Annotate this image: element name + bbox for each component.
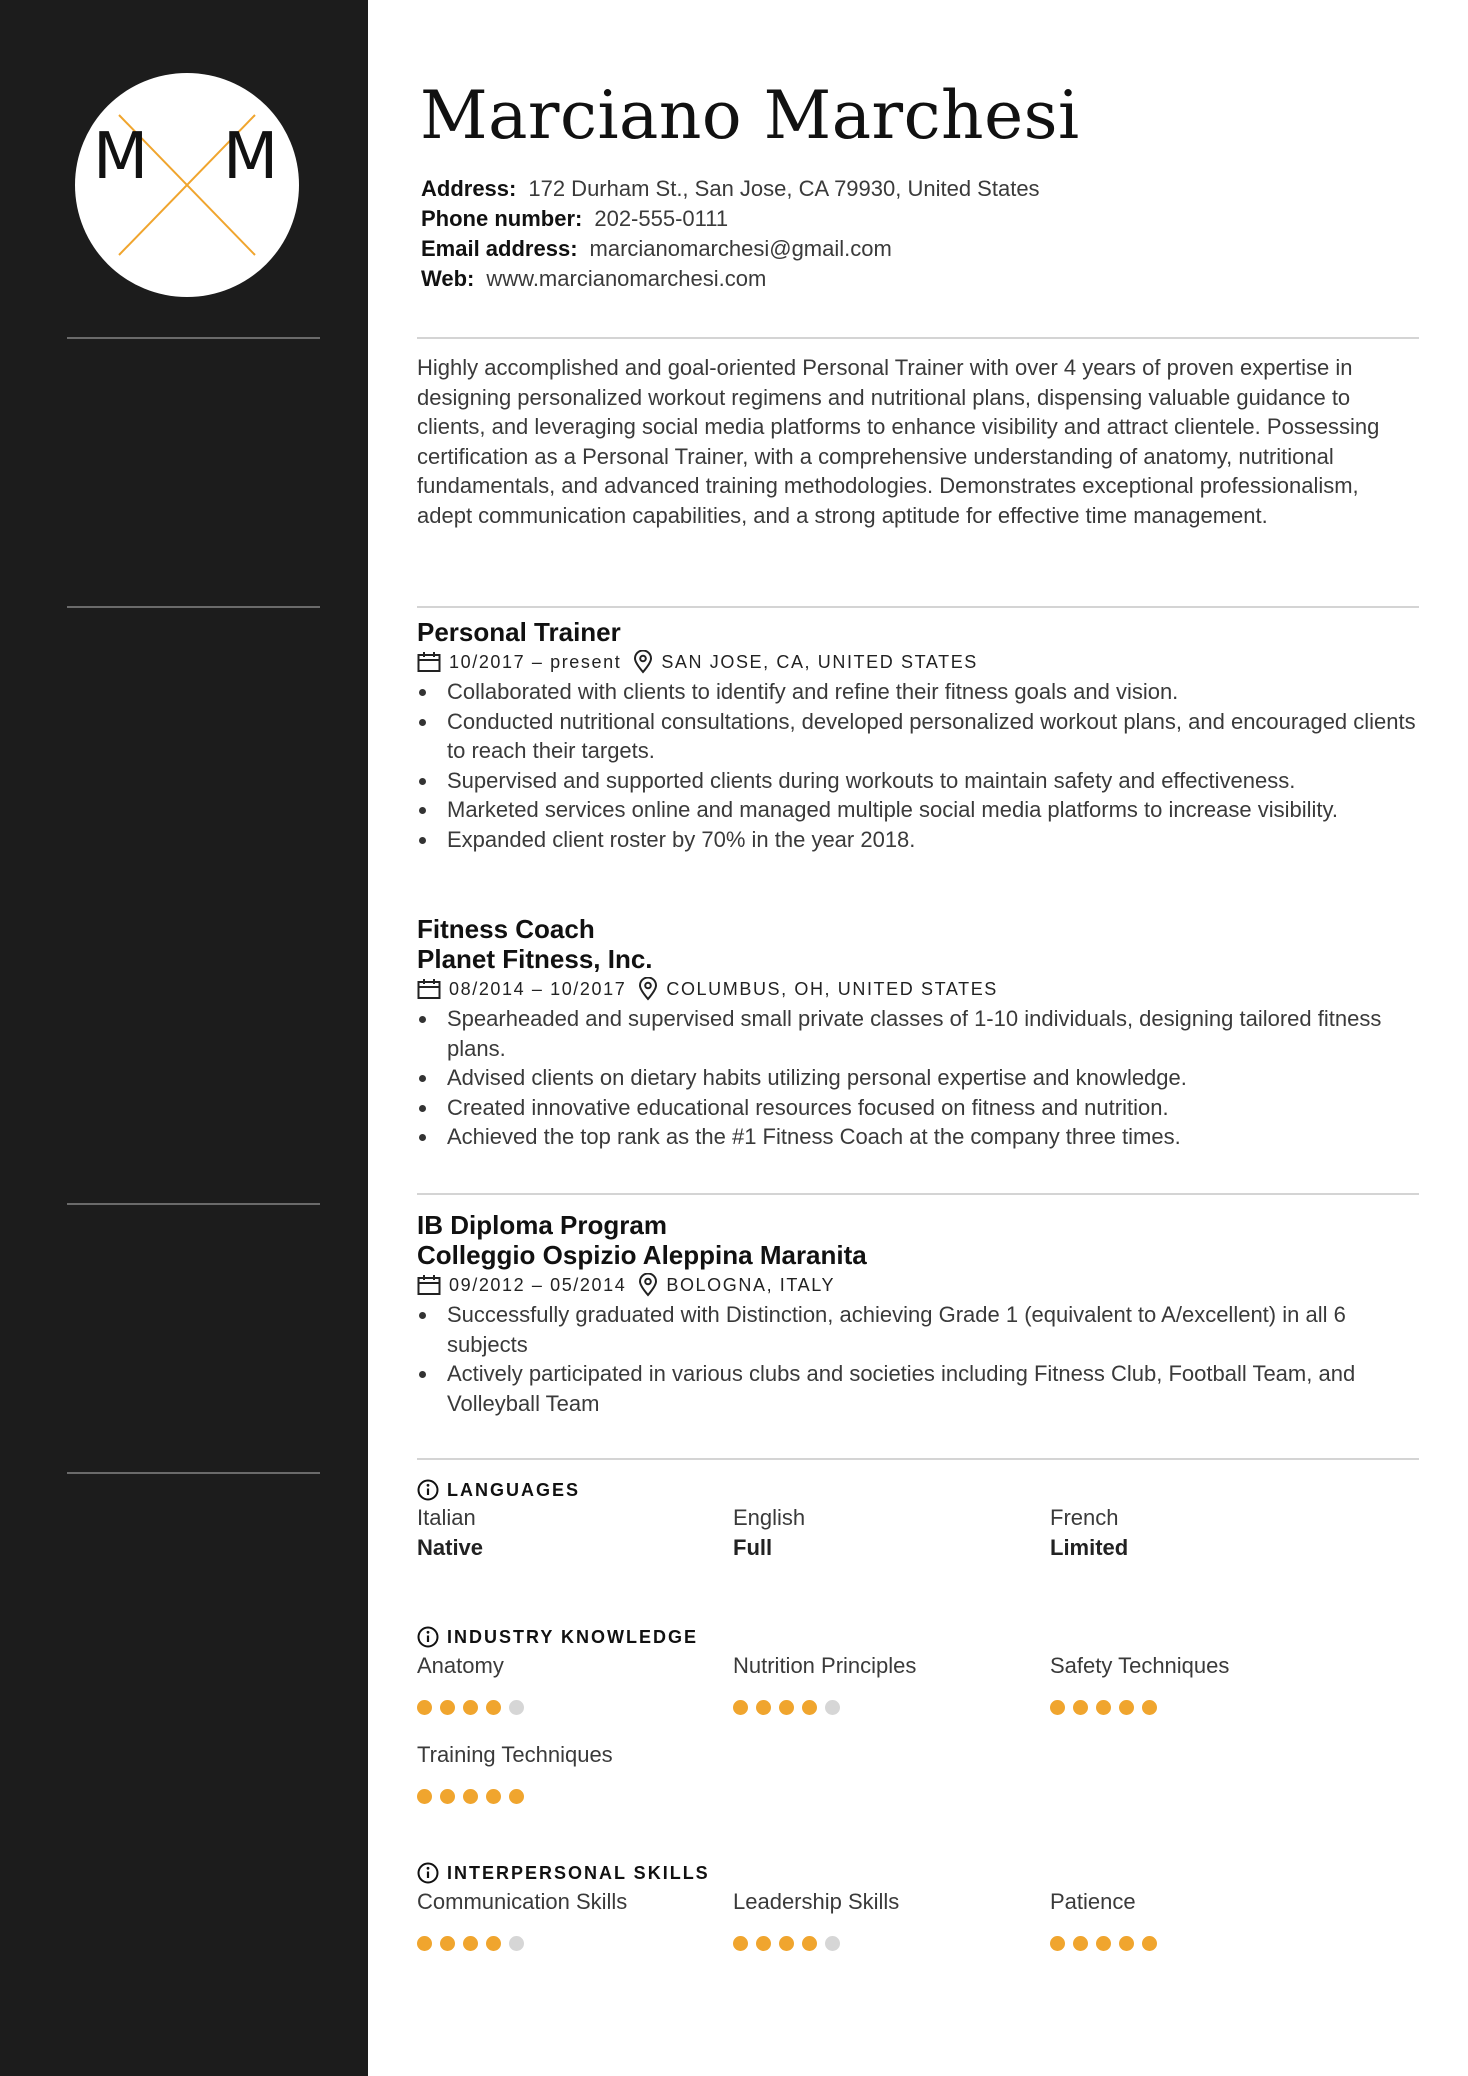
list-item: Spearheaded and supervised small private classes of 1-10 individuals, designing tailored fitness plans. (417, 1004, 1417, 1063)
rating-dot-filled (1142, 1936, 1157, 1951)
rating-dot-filled (756, 1936, 771, 1951)
monogram-logo (75, 73, 299, 297)
skill-heading-interpersonal: INTERPERSONAL SKILLS (417, 1858, 710, 1888)
skill-rating (733, 1936, 840, 1951)
rating-dot-empty (509, 1936, 524, 1951)
contact-email: Email address: marcianomarchesi@gmail.com (421, 236, 892, 261)
location-pin-icon (638, 977, 658, 1001)
rating-dot-filled (417, 1700, 432, 1715)
job-title: Personal Trainer (417, 617, 621, 647)
skill-rating (1050, 1936, 1157, 1951)
rating-dot-filled (417, 1789, 432, 1804)
job-bullets (417, 1004, 1417, 1152)
bullet-dot (419, 1312, 426, 1319)
skill-rating (1050, 1700, 1157, 1715)
skill-name: Leadership Skills (733, 1889, 900, 1914)
rating-dot-empty (509, 1700, 524, 1715)
monogram-letter-left: M (93, 120, 149, 194)
monogram-letter-right: M (223, 120, 279, 194)
education-bullets (417, 1300, 1417, 1418)
language-item: Italian Native (417, 1505, 484, 1560)
rating-dot-filled (463, 1789, 478, 1804)
job-location: COLUMBUS, OH, UNITED STATES (666, 979, 998, 999)
list-item: Advised clients on dietary habits utilizing personal expertise and knowledge. (417, 1063, 1417, 1093)
location-pin-icon (633, 650, 653, 674)
calendar-icon (417, 651, 441, 673)
skill-heading-industry: INDUSTRY KNOWLEDGE (417, 1622, 698, 1652)
list-item: Collaborated with clients to identify and refine their fitness goals and vision. (417, 677, 1417, 707)
education-dates: 09/2012 – 05/2014 (449, 1275, 627, 1295)
sidebar-divider (67, 606, 320, 608)
sidebar-divider (67, 1472, 320, 1474)
main-divider (417, 1458, 1419, 1460)
skill-rating (733, 1700, 840, 1715)
skill-name: Safety Techniques (1050, 1653, 1230, 1678)
education-program: IB Diploma Program (417, 1210, 667, 1240)
calendar-icon (417, 1274, 441, 1296)
rating-dot-filled (1096, 1700, 1111, 1715)
bullet-dot (419, 1134, 426, 1141)
education-location: BOLOGNA, ITALY (666, 1275, 836, 1295)
job-title: Fitness Coach (417, 914, 595, 944)
rating-dot-filled (1119, 1936, 1134, 1951)
sidebar (0, 0, 368, 2076)
rating-dot-filled (779, 1700, 794, 1715)
rating-dot-filled (779, 1936, 794, 1951)
rating-dot-filled (440, 1936, 455, 1951)
rating-dot-filled (802, 1700, 817, 1715)
contact-block (421, 174, 1040, 294)
rating-dot-filled (486, 1700, 501, 1715)
skill-rating (417, 1789, 524, 1804)
skill-heading-languages: LANGUAGES (417, 1475, 580, 1505)
job-company: Planet Fitness, Inc. (417, 944, 653, 974)
bullet-dot (419, 1371, 426, 1378)
rating-dot-filled (463, 1936, 478, 1951)
contact-web: Web: www.marcianomarchesi.com (421, 266, 767, 291)
list-item: Achieved the top rank as the #1 Fitness Coach at the company three times. (417, 1122, 1417, 1152)
rating-dot-filled (1050, 1936, 1065, 1951)
job-location: SAN JOSE, CA, UNITED STATES (661, 652, 978, 672)
list-item: Actively participated in various clubs and societies including Fitness Club, Football Team, and Volleyball Team (417, 1359, 1417, 1418)
rating-dot-filled (1073, 1936, 1088, 1951)
bullet-dot (419, 1016, 426, 1023)
skill-name: Nutrition Principles (733, 1653, 917, 1678)
rating-dot-filled (1073, 1700, 1088, 1715)
skill-name: Communication Skills (417, 1889, 628, 1914)
rating-dot-filled (440, 1789, 455, 1804)
info-icon (417, 1479, 439, 1501)
rating-dot-filled (756, 1700, 771, 1715)
bullet-dot (419, 778, 426, 785)
main-divider (417, 606, 1419, 608)
main-divider (417, 1193, 1419, 1195)
contact-address: Address: 172 Durham St., San Jose, CA 79930, United States (421, 176, 1040, 201)
experience-entry (417, 914, 1417, 1152)
list-item: Conducted nutritional consultations, developed personalized workout plans, and encouraged clients to reach their targets. (417, 707, 1417, 766)
main-divider (417, 337, 1419, 339)
experience-entry (417, 617, 1417, 855)
info-icon (417, 1862, 439, 1884)
sidebar-divider (67, 1203, 320, 1205)
rating-dot-filled (1142, 1700, 1157, 1715)
rating-dot-filled (1096, 1936, 1111, 1951)
language-item: French Limited (1050, 1505, 1129, 1560)
rating-dot-filled (486, 1936, 501, 1951)
rating-dot-filled (417, 1936, 432, 1951)
rating-dot-filled (1050, 1700, 1065, 1715)
bullet-dot (419, 1105, 426, 1112)
bullet-dot (419, 689, 426, 696)
bullet-dot (419, 807, 426, 814)
skill-rating (417, 1700, 524, 1715)
education-school: Colleggio Ospizio Aleppina Maranita (417, 1240, 867, 1270)
list-item: Successfully graduated with Distinction, achieving Grade 1 (equivalent to A/excellent) in all 6 subjects (417, 1300, 1417, 1359)
skill-name: Anatomy (417, 1653, 504, 1678)
skill-name: Patience (1050, 1889, 1136, 1914)
skill-name: Training Techniques (417, 1742, 613, 1767)
rating-dot-filled (733, 1936, 748, 1951)
list-item: Supervised and supported clients during workouts to maintain safety and effectiveness. (417, 766, 1417, 796)
job-dates: 08/2014 – 10/2017 (449, 979, 627, 999)
rating-dot-filled (802, 1936, 817, 1951)
bullet-dot (419, 837, 426, 844)
rating-dot-empty (825, 1936, 840, 1951)
location-pin-icon (638, 1273, 658, 1297)
bullet-dot (419, 1075, 426, 1082)
job-meta (417, 974, 1417, 1004)
bullet-dot (419, 719, 426, 726)
rating-dot-empty (825, 1700, 840, 1715)
skill-rating (417, 1936, 524, 1951)
rating-dot-filled (440, 1700, 455, 1715)
sidebar-divider (67, 337, 320, 339)
rating-dot-filled (486, 1789, 501, 1804)
rating-dot-filled (1119, 1700, 1134, 1715)
language-item: English Full (733, 1505, 806, 1560)
list-item: Marketed services online and managed multiple social media platforms to increase visibility. (417, 795, 1417, 825)
info-icon (417, 1626, 439, 1648)
education-meta (417, 1270, 1417, 1300)
education-entry (417, 1210, 1417, 1418)
candidate-name: Marciano Marchesi (420, 77, 1080, 154)
rating-dot-filled (463, 1700, 478, 1715)
job-dates: 10/2017 – present (449, 652, 622, 672)
calendar-icon (417, 978, 441, 1000)
list-item: Created innovative educational resources focused on fitness and nutrition. (417, 1093, 1417, 1123)
contact-phone: Phone number: 202-555-0111 (421, 206, 729, 231)
profile-summary: Highly accomplished and goal-oriented Personal Trainer with over 4 years of proven expertise in designing personalized workout regimens and nutritional plans, dispensing valuable guidance to clients, and leveraging social media platforms to enhance visibility and attract clientele. Possessing certification as a Personal Trainer, with a comprehensive understanding of anatomy, nutritional fundamentals, and advanced training methodologies. Demonstrates exceptional professionalism, adept communication capabilities, and a strong aptitude for effective time management. (417, 355, 1380, 528)
job-bullets (417, 677, 1417, 855)
list-item: Expanded client roster by 70% in the year 2018. (417, 825, 1417, 855)
rating-dot-filled (733, 1700, 748, 1715)
job-meta (417, 647, 1417, 677)
rating-dot-filled (509, 1789, 524, 1804)
